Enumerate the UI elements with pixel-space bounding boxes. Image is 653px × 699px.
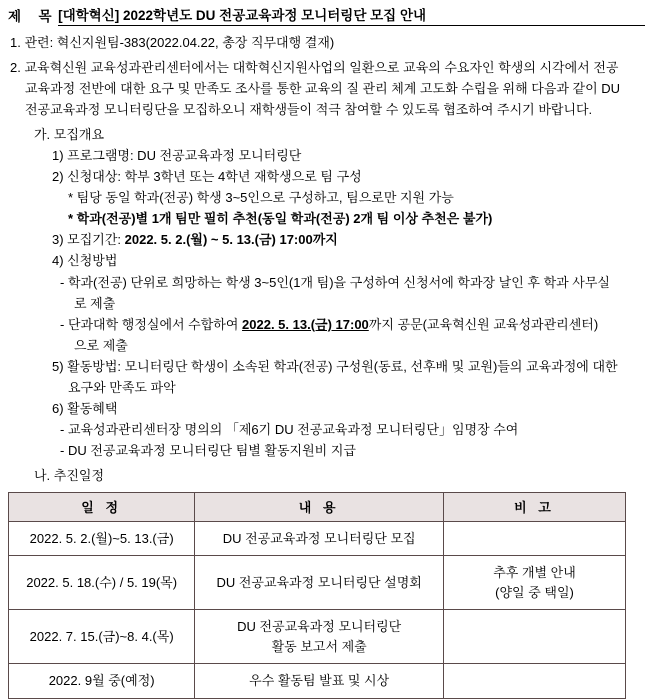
ga-item-6-note-1: - 교육성과관리센터장 명의의 「제6기 DU 전공교육과정 모니터링단」임명장 수여 — [60, 421, 519, 437]
ga-item-2-note-1: * 팀당 동일 학과(전공) 학생 3~5인으로 구성하고, 팀으로만 지원 가능 — [68, 190, 454, 206]
ga-item-4-note-2a-post: 까지 공문(교육혁신원 교육성과관리센터) — [368, 316, 599, 332]
table-header-row — [9, 492, 626, 521]
ga-item-4-note-1a: - 학과(전공) 단위로 희망하는 학생 3~5인(1개 팀)을 구성하여 신청서에 학과장 날인 후 학과 사무실 — [60, 274, 610, 290]
ga-item-3-label: 3) 모집기간: — [52, 232, 125, 248]
schedule-table — [8, 492, 626, 699]
table-header-date: 일 정 — [9, 492, 195, 521]
ga-item-4-note-2a — [60, 314, 643, 335]
cell-note-line-2: (양일 중 택일) — [495, 584, 574, 600]
ga-item-4-note-2b: 으로 제출 — [74, 337, 128, 353]
ga-item-4-note-2a-pre: - 단과대학 행정실에서 수합하여 — [60, 316, 243, 332]
table-row — [9, 610, 626, 664]
ga-item-4-note-1b: 로 제출 — [74, 295, 116, 311]
cell-note — [444, 521, 626, 556]
clause-2-line-2: 교육과정 전반에 대한 요구 및 만족도 조사를 통한 교육의 질 관리 체계 고도화 수립을 위해 다음과 같이 DU — [25, 81, 621, 97]
cell-note-line-1: 추후 개별 안내 — [493, 565, 576, 581]
document-header — [0, 0, 653, 28]
cell-note — [444, 664, 626, 699]
cell-content: DU 전공교육과정 모니터링단 설명회 — [195, 556, 444, 610]
clause-2-line-3: 전공교육과정 모니터링단을 모집하오니 재학생들이 적극 참여할 수 있도록 협조하여 주시기 바랍니다. — [25, 102, 593, 118]
ga-item-3-period: 2022. 5. 2.(월) ~ 5. 13.(금) 17:00까지 — [124, 232, 338, 248]
cell-content — [195, 610, 444, 664]
cell-date: 2022. 5. 18.(수) / 5. 19(목) — [9, 556, 195, 610]
table-header-note: 비 고 — [444, 492, 626, 521]
clause-1: 1. 관련: 혁신지원팀-383(2022.04.22, 총장 직무대행 결재) — [10, 35, 335, 50]
cell-note — [444, 556, 626, 610]
ga-item-3 — [52, 229, 643, 250]
cell-content-line-2: 활동 보고서 제출 — [271, 638, 367, 654]
cell-date: 2022. 5. 2.(월)~5. 13.(금) — [9, 521, 195, 556]
table-row — [9, 664, 626, 699]
ga-item-5-cont: 요구와 만족도 파악 — [68, 379, 176, 395]
table-header-content: 내 용 — [195, 492, 444, 521]
cell-content: 우수 활동팀 발표 및 시상 — [195, 664, 444, 699]
document-title: [대학혁신] 2022학년도 DU 전공교육과정 모니터링단 모집 안내 — [58, 4, 645, 26]
ga-item-5: 5) 활동방법: 모니터링단 학생이 소속된 학과(전공) 구성원(동료, 선후배 및 교원)들의 교육과정에 대한 — [52, 358, 618, 374]
cell-note — [444, 610, 626, 664]
cell-content: DU 전공교육과정 모니터링단 모집 — [195, 521, 444, 556]
table-row — [9, 521, 626, 556]
ga-item-4: 4) 신청방법 — [52, 253, 118, 269]
cell-content-line-1: DU 전공교육과정 모니터링단 — [237, 619, 402, 635]
ga-item-1: 1) 프로그램명: DU 전공교육과정 모니터링단 — [52, 148, 302, 164]
cell-date: 2022. 9월 중(예정) — [9, 664, 195, 699]
ga-item-2: 2) 신청대상: 학부 3학년 또는 4학년 재학생으로 팀 구성 — [52, 169, 362, 185]
ga-item-6-note-2: - DU 전공교육과정 모니터링단 팀별 활동지원비 지급 — [60, 442, 356, 458]
section-na-heading: 나. 추진일정 — [34, 467, 105, 483]
subject-label: 제 목 — [8, 9, 53, 24]
cell-date: 2022. 7. 15.(금)~8. 4.(목) — [9, 610, 195, 664]
table-row — [9, 556, 626, 610]
ga-item-6: 6) 활동혜택 — [52, 400, 118, 416]
ga-item-4-deadline: 2022. 5. 13.(금) 17:00 — [242, 316, 369, 332]
clause-2-line-1: 2. 교육혁신원 교육성과관리센터에서는 대학혁신지원사업의 일환으로 교육의 수요자인 학생의 시각에서 전공 — [10, 60, 619, 76]
section-ga-heading: 가. 모집개요 — [34, 127, 105, 143]
document-body — [0, 28, 653, 486]
ga-item-2-note-2: * 학과(전공)별 1개 팀만 필히 추천(동일 학과(전공) 2개 팀 이상 추천은 불가) — [68, 211, 493, 227]
